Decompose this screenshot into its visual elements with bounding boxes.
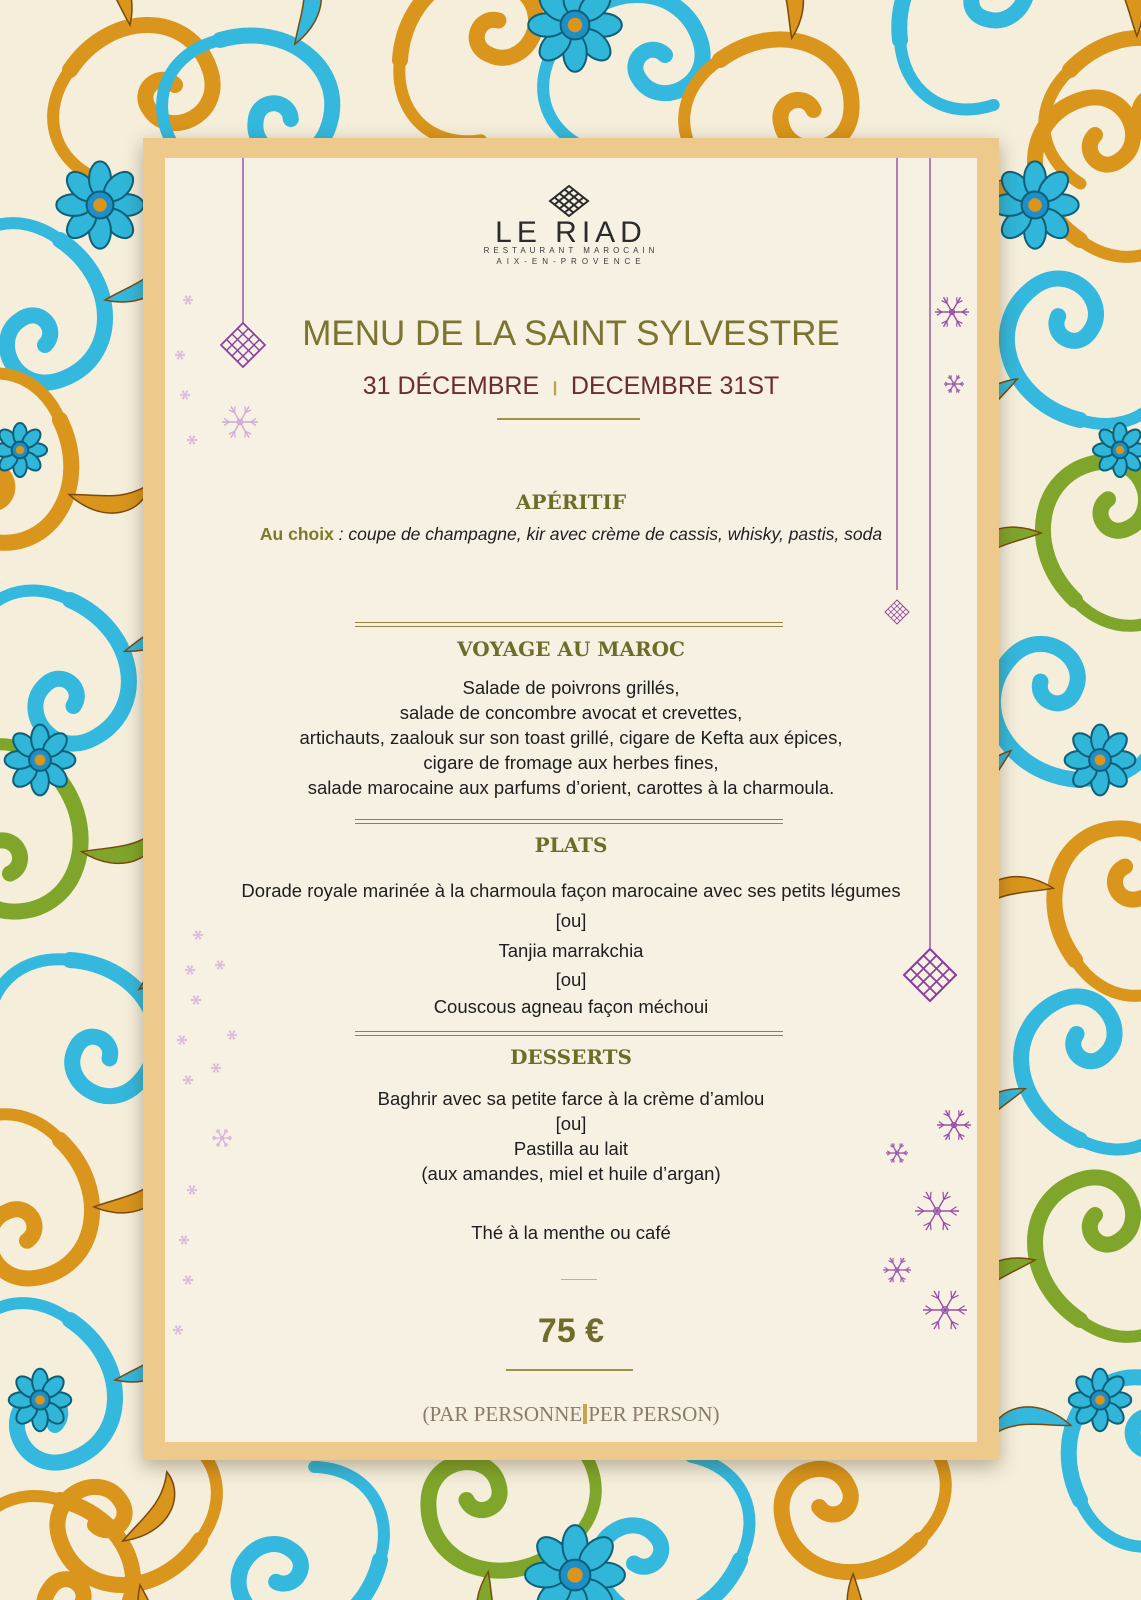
restaurant-type: RESTAURANT MAROCAIN [483,246,659,255]
voyage-item: salade de concombre avocat et crevettes, [399,702,743,723]
date-french: 31 DÉCEMBRE [362,372,540,400]
flower-motif [0,423,47,477]
voyage-item: salade marocaine aux parfums d’orient, carottes à la charmoula. [307,777,835,798]
desserts-item: Baghrir avec sa petite farce à la crème d’amlou [377,1088,765,1109]
date-separator: ❙ [549,378,561,395]
desserts-title: DESSERTS [510,1045,632,1069]
desserts-item: (aux amandes, miel et huile d’argan) [421,1163,721,1184]
date-english: DECEMBRE 31ST [570,372,780,400]
price-note [165,1402,977,1427]
voyage-title: VOYAGE AU MAROC [457,637,685,661]
flower-motif [1069,1369,1131,1431]
voyage-list [165,675,977,800]
aperitif-lead: Au choix [259,524,334,544]
flower-motif [991,161,1078,248]
price: 75 € [537,1312,605,1350]
desserts-drink: Thé à la menthe ou café [471,1222,671,1243]
flower-motif [5,725,76,796]
section-divider [355,819,783,824]
plats-item: [ou] [555,969,587,990]
voyage-item: artichauts, zaalouk sur son toast grillé, cigare de Kefta aux épices, [299,727,843,748]
plats-list [165,876,977,1020]
voyage-item: cigare de fromage aux herbes fines, [423,752,719,773]
desserts-item: Pastilla au lait [513,1138,629,1159]
plats-item: [ou] [555,910,587,931]
knot-icon [546,184,592,218]
desserts-item: [ou] [555,1113,587,1134]
menu-date [165,372,977,401]
voyage-item: Salade de poivrons grillés, [462,677,680,698]
plats-title: PLATS [534,833,608,857]
price-divider-top [561,1279,597,1280]
restaurant-name: LE RIAD [495,216,647,249]
aperitif-description [165,524,977,545]
plats-item: Dorade royale marinée à la charmoula façon marocaine avec ses petits légumes [241,880,901,901]
price-note-en: PER PERSON) [588,1402,720,1426]
flower-motif [9,1369,71,1431]
flower-motif [1065,725,1136,796]
aperitif-title: APÉRITIF [515,490,627,514]
plats-item: Tanjia marrakchia [498,940,644,961]
restaurant-city: AIX-EN-PROVENCE [496,257,646,266]
price-note-fr: (PAR PERSONNE [422,1402,583,1426]
title-divider [497,418,640,420]
desserts-list [165,1086,977,1186]
menu-title: MENU DE LA SAINT SYLVESTRE [302,314,840,353]
plats-item: Couscous agneau façon méchoui [433,996,709,1017]
price-note-separator [583,1404,587,1424]
flower-motif [1093,423,1141,477]
price-divider-bottom [506,1369,633,1371]
section-divider [355,622,783,627]
section-divider [355,1031,783,1036]
aperitif-choices: : coupe de champagne, kir avec crème de cassis, whisky, pastis, soda [333,524,883,544]
flower-motif [56,161,143,248]
